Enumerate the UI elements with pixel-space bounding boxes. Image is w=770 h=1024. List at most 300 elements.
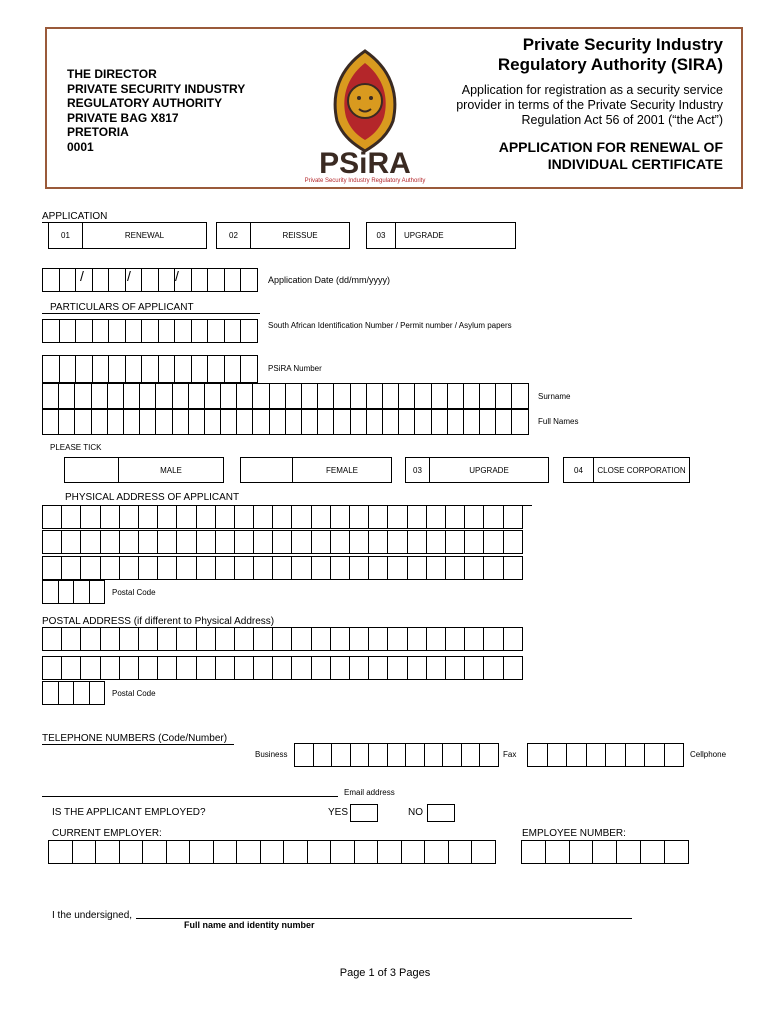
char-box[interactable] — [235, 530, 254, 554]
char-box[interactable] — [273, 505, 292, 529]
char-box[interactable] — [462, 743, 481, 767]
surname-grid[interactable] — [42, 383, 529, 409]
char-box[interactable] — [59, 580, 75, 604]
char-box[interactable] — [504, 505, 523, 529]
char-box[interactable] — [351, 409, 367, 435]
char-box[interactable] — [177, 627, 196, 651]
full-name-underline[interactable] — [136, 918, 632, 919]
char-box[interactable] — [504, 556, 523, 580]
char-box[interactable] — [286, 409, 302, 435]
char-box[interactable] — [139, 505, 158, 529]
char-box[interactable] — [587, 743, 607, 767]
char-box[interactable] — [120, 627, 139, 651]
char-box[interactable] — [408, 505, 427, 529]
char-box[interactable] — [93, 268, 110, 292]
char-box[interactable] — [606, 743, 626, 767]
option-reissue[interactable] — [216, 222, 350, 249]
char-box[interactable] — [331, 505, 350, 529]
char-box[interactable] — [369, 556, 388, 580]
char-box[interactable] — [216, 627, 235, 651]
char-box[interactable] — [355, 840, 379, 864]
char-box[interactable] — [59, 681, 75, 705]
char-box[interactable] — [126, 319, 143, 343]
char-box[interactable] — [331, 556, 350, 580]
char-box[interactable] — [331, 656, 350, 680]
char-box[interactable] — [567, 743, 587, 767]
char-box[interactable] — [408, 530, 427, 554]
char-box[interactable] — [331, 840, 355, 864]
char-box[interactable] — [626, 743, 646, 767]
char-box[interactable] — [273, 656, 292, 680]
char-box[interactable] — [197, 530, 216, 554]
char-box[interactable] — [350, 627, 369, 651]
char-box[interactable] — [484, 556, 503, 580]
char-box[interactable] — [312, 627, 331, 651]
char-box[interactable] — [367, 409, 383, 435]
business-phone-grid[interactable] — [294, 743, 499, 767]
char-box[interactable] — [465, 505, 484, 529]
char-box[interactable] — [139, 530, 158, 554]
postal-address-line-2[interactable] — [42, 656, 523, 680]
char-box[interactable] — [295, 743, 314, 767]
char-box[interactable] — [292, 505, 311, 529]
char-box[interactable] — [334, 409, 350, 435]
char-box[interactable] — [43, 268, 60, 292]
char-box[interactable] — [101, 505, 120, 529]
char-box[interactable] — [93, 355, 110, 383]
char-box[interactable] — [408, 656, 427, 680]
char-box[interactable] — [312, 556, 331, 580]
char-box[interactable] — [60, 355, 77, 383]
char-box[interactable] — [480, 743, 499, 767]
char-box[interactable] — [197, 505, 216, 529]
char-box[interactable] — [101, 556, 120, 580]
physical-address-line-2[interactable] — [42, 530, 523, 554]
char-box[interactable] — [74, 580, 90, 604]
char-box[interactable] — [76, 355, 93, 383]
char-box[interactable] — [292, 556, 311, 580]
char-box[interactable] — [308, 840, 332, 864]
char-box[interactable] — [261, 840, 285, 864]
char-box[interactable] — [369, 743, 388, 767]
char-box[interactable] — [665, 743, 685, 767]
char-box[interactable] — [302, 383, 318, 409]
char-box[interactable] — [197, 656, 216, 680]
char-box[interactable] — [273, 556, 292, 580]
char-box[interactable] — [464, 383, 480, 409]
char-box[interactable] — [225, 355, 242, 383]
char-box[interactable] — [81, 656, 100, 680]
char-box[interactable] — [216, 530, 235, 554]
char-box[interactable] — [504, 530, 523, 554]
char-box[interactable] — [208, 319, 225, 343]
char-box[interactable] — [432, 409, 448, 435]
option-upgrade-tick[interactable] — [405, 457, 549, 483]
char-box[interactable] — [446, 656, 465, 680]
option-female[interactable] — [240, 457, 392, 483]
char-box[interactable] — [292, 530, 311, 554]
char-box[interactable] — [472, 840, 496, 864]
option-upgrade[interactable] — [366, 222, 516, 249]
char-box[interactable] — [496, 383, 512, 409]
char-box[interactable] — [43, 556, 62, 580]
char-box[interactable] — [120, 656, 139, 680]
char-box[interactable] — [504, 656, 523, 680]
char-box[interactable] — [645, 743, 665, 767]
char-box[interactable] — [120, 505, 139, 529]
char-box[interactable] — [142, 268, 159, 292]
char-box[interactable] — [665, 840, 689, 864]
char-box[interactable] — [221, 383, 237, 409]
char-box[interactable] — [59, 409, 75, 435]
char-box[interactable] — [253, 409, 269, 435]
char-box[interactable] — [427, 627, 446, 651]
char-box[interactable] — [408, 556, 427, 580]
char-box[interactable] — [76, 268, 93, 292]
char-box[interactable] — [139, 627, 158, 651]
char-box[interactable] — [189, 383, 205, 409]
char-box[interactable] — [173, 383, 189, 409]
char-box[interactable] — [465, 556, 484, 580]
char-box[interactable] — [74, 681, 90, 705]
char-box[interactable] — [143, 840, 167, 864]
char-box[interactable] — [81, 627, 100, 651]
full-names-grid[interactable] — [42, 409, 529, 435]
char-box[interactable] — [101, 627, 120, 651]
char-box[interactable] — [159, 268, 176, 292]
char-box[interactable] — [465, 656, 484, 680]
char-box[interactable] — [369, 530, 388, 554]
char-box[interactable] — [292, 627, 311, 651]
option-close-corporation[interactable] — [563, 457, 690, 483]
char-box[interactable] — [192, 319, 209, 343]
option-renewal[interactable] — [48, 222, 207, 249]
char-box[interactable] — [334, 383, 350, 409]
char-box[interactable] — [369, 627, 388, 651]
char-box[interactable] — [448, 409, 464, 435]
char-box[interactable] — [270, 383, 286, 409]
char-box[interactable] — [120, 530, 139, 554]
char-box[interactable] — [90, 580, 106, 604]
char-box[interactable] — [399, 409, 415, 435]
char-box[interactable] — [522, 840, 546, 864]
current-employer-grid[interactable] — [48, 840, 496, 864]
char-box[interactable] — [641, 840, 665, 864]
char-box[interactable] — [318, 409, 334, 435]
char-box[interactable] — [484, 530, 503, 554]
char-box[interactable] — [101, 656, 120, 680]
char-box[interactable] — [254, 556, 273, 580]
char-box[interactable] — [75, 409, 91, 435]
char-box[interactable] — [504, 627, 523, 651]
char-box[interactable] — [570, 840, 594, 864]
char-box[interactable] — [140, 383, 156, 409]
char-box[interactable] — [76, 319, 93, 343]
char-box[interactable] — [383, 409, 399, 435]
char-box[interactable] — [43, 580, 59, 604]
char-box[interactable] — [192, 268, 209, 292]
char-box[interactable] — [399, 383, 415, 409]
char-box[interactable] — [314, 743, 333, 767]
char-box[interactable] — [81, 556, 100, 580]
char-box[interactable] — [189, 409, 205, 435]
char-box[interactable] — [167, 840, 191, 864]
physical-address-line-3[interactable] — [42, 556, 523, 580]
char-box[interactable] — [158, 556, 177, 580]
char-box[interactable] — [237, 409, 253, 435]
char-box[interactable] — [158, 627, 177, 651]
char-box[interactable] — [73, 840, 97, 864]
char-box[interactable] — [546, 840, 570, 864]
char-box[interactable] — [81, 505, 100, 529]
char-box[interactable] — [350, 505, 369, 529]
char-box[interactable] — [156, 383, 172, 409]
char-box[interactable] — [214, 840, 238, 864]
char-box[interactable] — [75, 383, 91, 409]
char-box[interactable] — [446, 530, 465, 554]
char-box[interactable] — [432, 383, 448, 409]
yes-checkbox[interactable] — [350, 804, 378, 822]
char-box[interactable] — [402, 840, 426, 864]
char-box[interactable] — [43, 409, 59, 435]
char-box[interactable] — [43, 530, 62, 554]
char-box[interactable] — [158, 656, 177, 680]
char-box[interactable] — [235, 627, 254, 651]
char-box[interactable] — [158, 530, 177, 554]
char-box[interactable] — [62, 627, 81, 651]
char-box[interactable] — [254, 505, 273, 529]
char-box[interactable] — [109, 355, 126, 383]
char-box[interactable] — [175, 319, 192, 343]
char-box[interactable] — [49, 840, 73, 864]
char-box[interactable] — [140, 409, 156, 435]
char-box[interactable] — [216, 556, 235, 580]
char-box[interactable] — [378, 840, 402, 864]
postal-postal-code-grid[interactable] — [42, 681, 105, 705]
char-box[interactable] — [175, 355, 192, 383]
char-box[interactable] — [273, 627, 292, 651]
char-box[interactable] — [464, 409, 480, 435]
char-box[interactable] — [81, 530, 100, 554]
char-box[interactable] — [548, 743, 568, 767]
char-box[interactable] — [351, 383, 367, 409]
char-box[interactable] — [159, 319, 176, 343]
char-box[interactable] — [93, 319, 110, 343]
physical-postal-code-grid[interactable] — [42, 580, 105, 604]
option-male[interactable] — [64, 457, 224, 483]
char-box[interactable] — [388, 627, 407, 651]
char-box[interactable] — [367, 383, 383, 409]
char-box[interactable] — [225, 319, 242, 343]
char-box[interactable] — [351, 743, 370, 767]
char-box[interactable] — [237, 383, 253, 409]
char-box[interactable] — [62, 656, 81, 680]
char-box[interactable] — [312, 505, 331, 529]
char-box[interactable] — [139, 656, 158, 680]
no-checkbox[interactable] — [427, 804, 455, 822]
char-box[interactable] — [124, 383, 140, 409]
char-box[interactable] — [192, 355, 209, 383]
char-box[interactable] — [254, 656, 273, 680]
char-box[interactable] — [446, 627, 465, 651]
char-box[interactable] — [593, 840, 617, 864]
fax-grid[interactable] — [527, 743, 684, 767]
char-box[interactable] — [216, 656, 235, 680]
psira-number-grid[interactable] — [42, 355, 258, 383]
char-box[interactable] — [312, 530, 331, 554]
char-box[interactable] — [273, 530, 292, 554]
id-number-grid[interactable] — [42, 319, 258, 343]
char-box[interactable] — [332, 743, 351, 767]
char-box[interactable] — [388, 556, 407, 580]
char-box[interactable] — [237, 840, 261, 864]
char-box[interactable] — [139, 556, 158, 580]
char-box[interactable] — [159, 355, 176, 383]
char-box[interactable] — [496, 409, 512, 435]
char-box[interactable] — [60, 268, 77, 292]
char-box[interactable] — [62, 505, 81, 529]
char-box[interactable] — [120, 556, 139, 580]
char-box[interactable] — [60, 319, 77, 343]
char-box[interactable] — [120, 840, 144, 864]
char-box[interactable] — [383, 383, 399, 409]
char-box[interactable] — [480, 383, 496, 409]
char-box[interactable] — [142, 319, 159, 343]
char-box[interactable] — [350, 556, 369, 580]
char-box[interactable] — [512, 383, 528, 409]
char-box[interactable] — [197, 627, 216, 651]
char-box[interactable] — [270, 409, 286, 435]
char-box[interactable] — [425, 743, 444, 767]
char-box[interactable] — [446, 505, 465, 529]
char-box[interactable] — [156, 409, 172, 435]
char-box[interactable] — [43, 505, 62, 529]
char-box[interactable] — [318, 383, 334, 409]
char-box[interactable] — [177, 656, 196, 680]
char-box[interactable] — [109, 268, 126, 292]
char-box[interactable] — [208, 355, 225, 383]
char-box[interactable] — [205, 383, 221, 409]
application-date-grid[interactable] — [42, 268, 258, 292]
char-box[interactable] — [443, 743, 462, 767]
char-box[interactable] — [350, 530, 369, 554]
char-box[interactable] — [43, 627, 62, 651]
char-box[interactable] — [253, 383, 269, 409]
char-box[interactable] — [312, 656, 331, 680]
char-box[interactable] — [92, 409, 108, 435]
char-box[interactable] — [484, 627, 503, 651]
char-box[interactable] — [528, 743, 548, 767]
char-box[interactable] — [126, 355, 143, 383]
char-box[interactable] — [427, 556, 446, 580]
char-box[interactable] — [254, 627, 273, 651]
char-box[interactable] — [617, 840, 641, 864]
char-box[interactable] — [177, 505, 196, 529]
char-box[interactable] — [235, 556, 254, 580]
char-box[interactable] — [109, 319, 126, 343]
char-box[interactable] — [92, 383, 108, 409]
char-box[interactable] — [241, 319, 258, 343]
char-box[interactable] — [388, 743, 407, 767]
char-box[interactable] — [350, 656, 369, 680]
char-box[interactable] — [108, 409, 124, 435]
char-box[interactable] — [43, 681, 59, 705]
char-box[interactable] — [388, 656, 407, 680]
char-box[interactable] — [427, 656, 446, 680]
char-box[interactable] — [177, 556, 196, 580]
char-box[interactable] — [254, 530, 273, 554]
char-box[interactable] — [43, 355, 60, 383]
char-box[interactable] — [43, 319, 60, 343]
char-box[interactable] — [449, 840, 473, 864]
char-box[interactable] — [480, 409, 496, 435]
char-box[interactable] — [158, 505, 177, 529]
char-box[interactable] — [205, 409, 221, 435]
char-box[interactable] — [512, 409, 528, 435]
char-box[interactable] — [302, 409, 318, 435]
char-box[interactable] — [406, 743, 425, 767]
char-box[interactable] — [225, 268, 242, 292]
physical-address-line-1[interactable] — [42, 505, 523, 529]
char-box[interactable] — [96, 840, 120, 864]
char-box[interactable] — [216, 505, 235, 529]
char-box[interactable] — [108, 383, 124, 409]
char-box[interactable] — [177, 530, 196, 554]
char-box[interactable] — [369, 656, 388, 680]
char-box[interactable] — [465, 530, 484, 554]
char-box[interactable] — [43, 656, 62, 680]
char-box[interactable] — [446, 556, 465, 580]
char-box[interactable] — [124, 409, 140, 435]
char-box[interactable] — [241, 268, 258, 292]
char-box[interactable] — [190, 840, 214, 864]
char-box[interactable] — [197, 556, 216, 580]
char-box[interactable] — [284, 840, 308, 864]
char-box[interactable] — [415, 383, 431, 409]
char-box[interactable] — [369, 505, 388, 529]
employee-number-grid[interactable] — [521, 840, 689, 864]
char-box[interactable] — [62, 556, 81, 580]
char-box[interactable] — [90, 681, 106, 705]
char-box[interactable] — [331, 627, 350, 651]
char-box[interactable] — [388, 505, 407, 529]
char-box[interactable] — [208, 268, 225, 292]
char-box[interactable] — [221, 409, 237, 435]
char-box[interactable] — [408, 627, 427, 651]
char-box[interactable] — [427, 505, 446, 529]
char-box[interactable] — [425, 840, 449, 864]
char-box[interactable] — [43, 383, 59, 409]
char-box[interactable] — [292, 656, 311, 680]
char-box[interactable] — [331, 530, 350, 554]
char-box[interactable] — [415, 409, 431, 435]
char-box[interactable] — [286, 383, 302, 409]
char-box[interactable] — [173, 409, 189, 435]
char-box[interactable] — [235, 656, 254, 680]
char-box[interactable] — [465, 627, 484, 651]
postal-address-line-1[interactable] — [42, 627, 523, 651]
char-box[interactable] — [241, 355, 258, 383]
char-box[interactable] — [142, 355, 159, 383]
char-box[interactable] — [101, 530, 120, 554]
char-box[interactable] — [448, 383, 464, 409]
char-box[interactable] — [427, 530, 446, 554]
char-box[interactable] — [388, 530, 407, 554]
char-box[interactable] — [59, 383, 75, 409]
char-box[interactable] — [235, 505, 254, 529]
email-underline[interactable] — [42, 796, 338, 797]
char-box[interactable] — [62, 530, 81, 554]
